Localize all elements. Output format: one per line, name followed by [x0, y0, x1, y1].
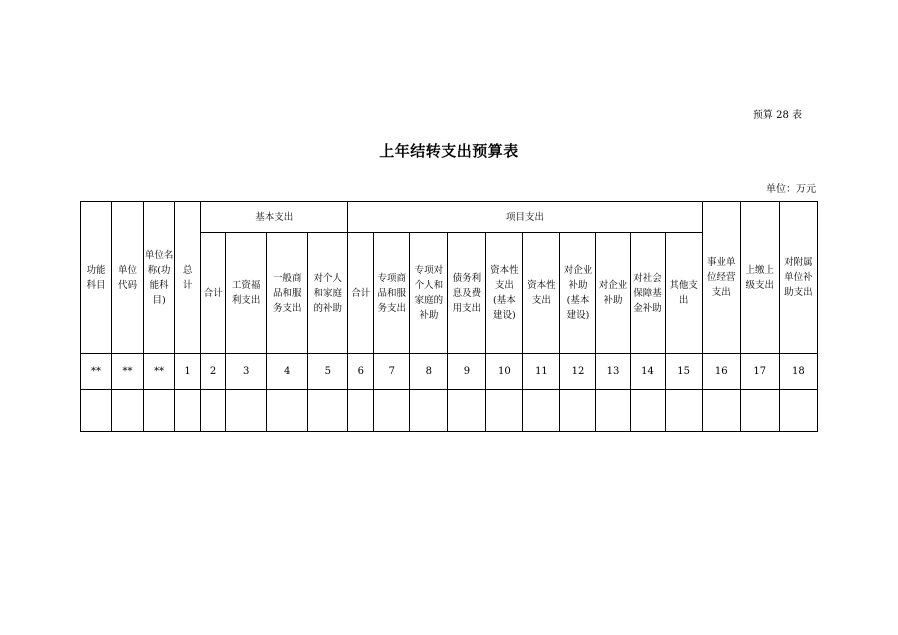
index-cell: 7	[374, 354, 410, 390]
header-line: 建设)	[493, 310, 516, 321]
header-project-goods-services	[374, 233, 410, 354]
index-cell: **	[112, 354, 144, 390]
header-project-other	[665, 233, 702, 354]
header-line: 补助	[419, 310, 439, 321]
header-project-capital-basic	[486, 233, 523, 354]
data-cell[interactable]	[201, 390, 226, 432]
header-project-individual-subsidy	[410, 233, 448, 354]
index-cell: 3	[226, 354, 267, 390]
header-line: 合计	[351, 287, 371, 299]
header-line: 金补助	[633, 302, 662, 314]
header-basic-goods-services	[267, 233, 308, 354]
data-cell[interactable]	[144, 390, 175, 432]
header-line: 品和服	[377, 287, 407, 299]
index-cell: 1	[175, 354, 201, 390]
header-line: 和家庭	[313, 287, 342, 299]
data-cell[interactable]	[779, 390, 817, 432]
data-cell[interactable]	[665, 390, 702, 432]
index-cell: 18	[779, 354, 817, 390]
data-cell[interactable]	[560, 390, 596, 432]
header-line: 资本性	[490, 265, 519, 276]
index-cell: 11	[523, 354, 560, 390]
index-cell: 17	[740, 354, 779, 390]
header-line: 级支出	[745, 279, 774, 291]
header-line: 单位补	[784, 272, 813, 283]
header-func-subject	[81, 202, 112, 354]
data-cell[interactable]	[374, 390, 410, 432]
data-cell[interactable]	[267, 390, 308, 432]
header-line: 上缴上	[745, 264, 774, 276]
header-line: 专项对	[414, 265, 444, 276]
header-basic-wage	[226, 233, 267, 354]
header-line: 的补助	[313, 302, 342, 314]
index-cell: **	[81, 354, 112, 390]
data-cell[interactable]	[226, 390, 267, 432]
index-cell: **	[144, 354, 175, 390]
header-line: 总	[182, 264, 193, 276]
index-cell: 2	[201, 354, 226, 390]
header-line: 单位	[118, 264, 138, 276]
index-cell: 14	[630, 354, 665, 390]
index-cell: 6	[348, 354, 374, 390]
header-line: 资本性	[527, 280, 556, 291]
index-cell: 9	[448, 354, 486, 390]
header-project-enterprise	[596, 233, 630, 354]
header-affiliated-subsidy	[779, 202, 817, 354]
index-cell: 12	[560, 354, 596, 390]
header-line: 支出	[711, 287, 731, 298]
index-cell: 13	[596, 354, 630, 390]
data-cell[interactable]	[175, 390, 201, 432]
header-line: 务支出	[377, 302, 407, 314]
index-cell: 5	[308, 354, 348, 390]
data-cell[interactable]	[81, 390, 112, 432]
page-title: 上年结转支出预算表	[379, 142, 519, 160]
data-cell[interactable]	[596, 390, 630, 432]
header-project-subtotal	[348, 233, 374, 354]
index-cell: 4	[267, 354, 308, 390]
header-line: 合计	[203, 287, 223, 299]
header-line: 对社会	[633, 272, 662, 284]
data-cell[interactable]	[112, 390, 144, 432]
header-line: 对个人	[313, 272, 342, 284]
index-row	[81, 354, 818, 390]
data-cell[interactable]	[630, 390, 665, 432]
header-line: 单位名	[144, 249, 174, 261]
budget-table	[80, 201, 818, 432]
header-line: 代码	[118, 279, 138, 291]
header-line: 息及费	[452, 287, 482, 299]
header-line: 保障基	[633, 287, 662, 299]
header-line: 补助	[603, 295, 623, 306]
header-line: 专项商	[377, 272, 407, 284]
header-line: 工资福	[231, 280, 261, 291]
header-line: 科目	[86, 279, 106, 291]
header-project-enterprise-basic	[560, 233, 596, 354]
unit-label: 单位：万元	[766, 184, 816, 195]
header-line: 债务利	[452, 272, 482, 284]
data-cell[interactable]	[740, 390, 779, 432]
form-number: 预算 28 表	[752, 110, 802, 121]
data-cell[interactable]	[410, 390, 448, 432]
empty-data-row	[81, 390, 818, 432]
header-line: 品和服	[272, 287, 302, 299]
header-line: 个人和	[414, 280, 444, 291]
header-line: 出	[678, 295, 689, 306]
header-line: 事业单	[706, 257, 736, 268]
header-unit-name	[144, 202, 175, 354]
header-line: 建设)	[566, 310, 590, 321]
header-line: 务支出	[272, 302, 302, 314]
header-line: 其他支	[669, 280, 698, 291]
header-line: 用支出	[452, 302, 482, 314]
header-line: 对附属	[784, 257, 813, 268]
header-line: 利支出	[231, 295, 261, 306]
header-line: 功能	[86, 264, 106, 276]
index-cell: 16	[702, 354, 740, 390]
header-group-row	[81, 202, 818, 233]
header-remit-higher	[740, 202, 779, 354]
header-line: 助支出	[784, 287, 813, 298]
header-line: 支出	[494, 280, 514, 291]
header-basic-subtotal	[201, 233, 226, 354]
header-unit-code	[112, 202, 144, 354]
index-cell: 15	[665, 354, 702, 390]
index-cell: 10	[486, 354, 523, 390]
data-cell[interactable]	[702, 390, 740, 432]
index-cell: 8	[410, 354, 448, 390]
header-project-capital	[523, 233, 560, 354]
header-line: 目)	[152, 294, 166, 306]
data-cell[interactable]	[308, 390, 348, 432]
data-cell[interactable]	[448, 390, 486, 432]
header-line: (基本	[566, 295, 590, 306]
header-line: 计	[182, 279, 193, 291]
data-cell[interactable]	[486, 390, 523, 432]
header-line: 称(功	[147, 264, 171, 276]
header-project-debt-interest	[448, 233, 486, 354]
header-line: 位经营	[706, 272, 736, 283]
header-line: 能科	[149, 279, 169, 291]
header-total	[175, 202, 201, 354]
header-project-expenditure: 项目支出	[348, 202, 702, 233]
data-cell[interactable]	[348, 390, 374, 432]
header-line: 补助	[568, 280, 588, 291]
header-institution-operating	[702, 202, 740, 354]
header-line: 家庭的	[414, 295, 444, 306]
header-line: (基本	[493, 295, 516, 306]
header-basic-expenditure: 基本支出	[201, 202, 348, 233]
header-line: 对企业	[563, 265, 593, 276]
header-project-social-security	[630, 233, 665, 354]
header-line: 对企业	[598, 280, 628, 291]
data-cell[interactable]	[523, 390, 560, 432]
header-line: 一般商	[272, 272, 302, 284]
header-line: 支出	[531, 295, 551, 306]
header-basic-individual-subsidy	[308, 233, 348, 354]
